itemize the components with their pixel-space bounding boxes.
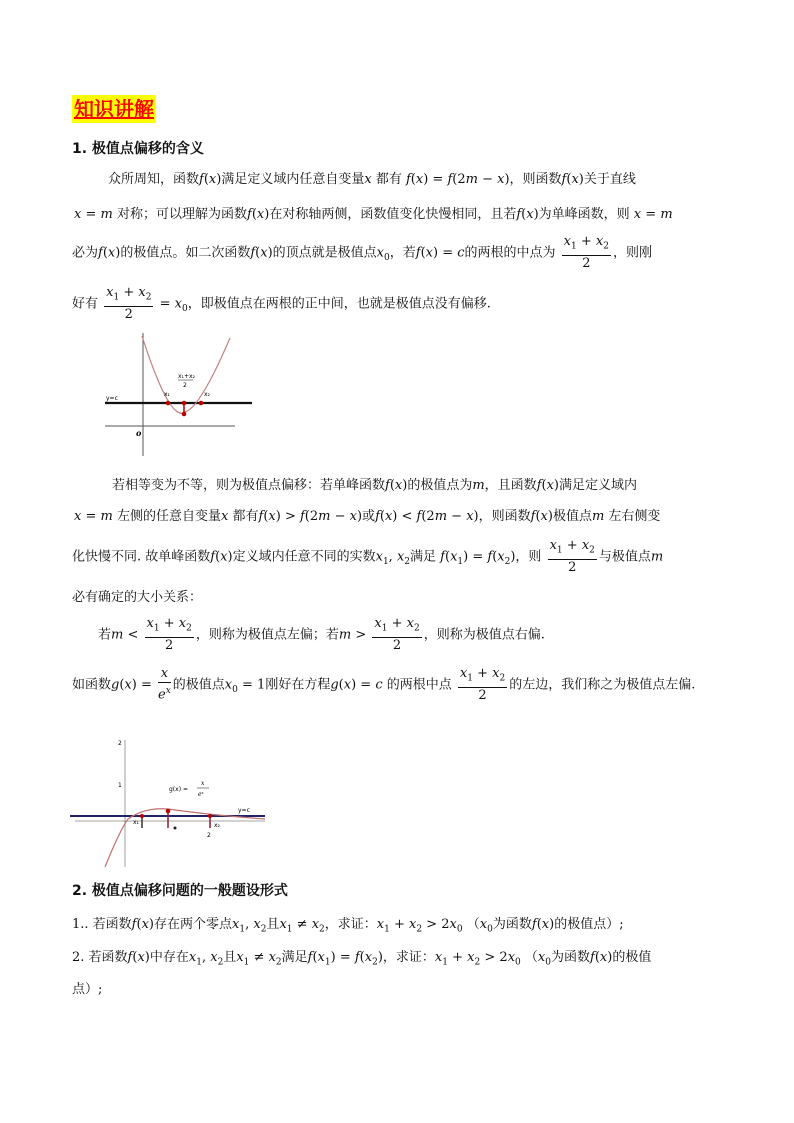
math: x bbox=[343, 677, 352, 693]
text: 中存在 bbox=[149, 950, 189, 965]
fraction-mid: $\frac{x_1 + x_2}{2}$ bbox=[459, 666, 506, 703]
math: x bbox=[449, 917, 457, 932]
math: x bbox=[268, 509, 276, 524]
text: 刚好在方程 bbox=[265, 677, 331, 693]
label-mid-num: x₁+x₂ bbox=[178, 373, 195, 380]
math: m bbox=[472, 478, 485, 493]
math: x bbox=[375, 549, 383, 565]
math: m bbox=[660, 207, 673, 222]
text: 且 bbox=[266, 917, 280, 932]
tick-1: 1 bbox=[118, 782, 122, 789]
tick-2: 2 bbox=[118, 740, 122, 747]
tick-x-2: 2 bbox=[207, 832, 211, 839]
text: 为单峰函数，则 bbox=[538, 207, 630, 222]
label-x1: x₁ bbox=[133, 819, 139, 826]
math: m bbox=[591, 509, 605, 524]
math: f bbox=[250, 245, 256, 261]
math: m bbox=[465, 172, 478, 187]
para2-line5: 若m < $\frac{x_1 + x_2}{2}$ ，则称为极值点左偏；若m > $\frac{x_1 + x_2}{2}$ ，则称为极值点右偏. bbox=[98, 616, 545, 653]
math: f bbox=[536, 478, 542, 493]
text: 必为 bbox=[72, 245, 99, 261]
para2-line1: 若相等变为不等，则为极值点偏移：若单峰函数f(x)的极值点为m，且函数f(x)满足定义域内 bbox=[112, 478, 638, 493]
math: x bbox=[141, 917, 149, 932]
text: 都有 bbox=[232, 509, 259, 524]
math: f bbox=[561, 172, 567, 187]
math: x bbox=[633, 207, 642, 222]
fraction-mid: $\frac{x_1 + x_2}{2}$ bbox=[374, 616, 420, 653]
text: ，求证： bbox=[382, 950, 435, 965]
text: 关于直线 bbox=[583, 172, 636, 187]
math: x bbox=[256, 207, 265, 222]
heading-1: 1. 极值点偏移的含义 bbox=[72, 141, 204, 157]
text: 的两根的中点为 bbox=[464, 245, 556, 261]
label-x2: x₂ bbox=[214, 822, 220, 829]
text: 若 bbox=[98, 627, 112, 643]
text: 众所周知，函数 bbox=[108, 172, 200, 187]
math: f bbox=[385, 478, 390, 493]
gx-curve bbox=[105, 809, 265, 867]
math: x bbox=[137, 950, 145, 965]
text: ，则 bbox=[515, 549, 542, 565]
math: x bbox=[394, 478, 403, 493]
text: 化快慢不同. 故单峰函数 bbox=[72, 549, 211, 565]
text: （ bbox=[466, 917, 480, 932]
text: ，若 bbox=[389, 245, 416, 261]
math: x bbox=[384, 509, 393, 524]
math: x bbox=[434, 950, 443, 965]
label-g-den: eˣ bbox=[198, 791, 204, 798]
label-yc: y=c bbox=[238, 807, 250, 814]
math: x bbox=[124, 677, 132, 693]
math: x bbox=[479, 917, 488, 932]
text: 的极值点 bbox=[172, 677, 225, 693]
math: f bbox=[131, 917, 137, 932]
item-1: 1.. 若函数f(x)存在两个零点$x_1$, $x_2$且$x_1 \ne x_2$，求证：$x_1 + x_2 > 2x_0$ （$x_0$为函数f(x)的极值点）; bbox=[72, 917, 624, 935]
point-mid bbox=[182, 401, 187, 406]
text: 的左边，我们称之为极值点左偏. bbox=[509, 677, 696, 693]
text: 定义域内任意不同的实数 bbox=[232, 549, 376, 565]
math: x bbox=[376, 917, 385, 932]
math: f bbox=[258, 509, 264, 524]
para2-line4: 必有确定的大小关系： bbox=[72, 590, 203, 605]
math: f bbox=[375, 509, 380, 524]
math: x bbox=[425, 245, 433, 261]
math: x bbox=[224, 677, 233, 693]
math: x bbox=[526, 207, 534, 222]
math: c bbox=[375, 677, 383, 693]
math: x bbox=[466, 509, 474, 524]
text: 满足 bbox=[410, 549, 437, 565]
para1-line4: 好有 $\frac{x_1 + x_2}{2}$ = $x_0$，即极值点在两根的正中间，也就是极值点没有偏移. bbox=[72, 285, 491, 322]
point-mid bbox=[174, 827, 177, 830]
text: ，则刚 bbox=[613, 245, 653, 261]
math: x bbox=[174, 296, 182, 312]
label-yc: y=c bbox=[106, 395, 118, 402]
text: 存在两个零点 bbox=[153, 917, 232, 932]
text: 与极值点 bbox=[598, 549, 651, 565]
text: ，求证： bbox=[324, 917, 377, 932]
math: x bbox=[317, 950, 325, 965]
text: ，且函数 bbox=[484, 478, 537, 493]
para1-line2: x = m 对称；可以理解为函数f(x)在对称轴两侧，函数值变化快慢相同，且若f(x)为单峰函数，则 x = m bbox=[74, 207, 673, 222]
fraction-mid: $\frac{x_1 + x_2}{2}$ bbox=[146, 616, 192, 653]
text: 在对称轴两侧，函数值变化快慢相同，且若 bbox=[269, 207, 517, 222]
math: x bbox=[497, 549, 505, 565]
para2-line6: 如函数g(x) = $\frac{x}{e^x}$ 的极值点$x_0 = 1$刚好在方程g(x) = c 的两根中点 $\frac{x_1 + x_2}{2}$ 的左边，我们称之为极值点左偏. bbox=[72, 666, 696, 703]
math: f bbox=[447, 172, 453, 187]
text: 的极值点。如二次函数 bbox=[120, 245, 251, 261]
math: f bbox=[210, 549, 216, 565]
math: f bbox=[530, 509, 536, 524]
text: ，则函数 bbox=[509, 172, 562, 187]
text: ，即极值点在两根的正中间，也就是极值点没有偏移. bbox=[187, 296, 491, 312]
text: 为函数 bbox=[551, 950, 591, 965]
math: x bbox=[74, 207, 82, 222]
text: 极值点 bbox=[552, 509, 592, 524]
math: m bbox=[111, 627, 124, 643]
text: 都有 bbox=[375, 172, 402, 187]
text: 且 bbox=[223, 950, 237, 965]
math: f bbox=[487, 549, 493, 565]
math: m bbox=[100, 207, 113, 222]
label-x2: x₂ bbox=[204, 391, 210, 398]
point-x2 bbox=[208, 814, 212, 818]
math: x bbox=[599, 950, 608, 965]
math: x bbox=[260, 245, 268, 261]
math: x bbox=[467, 950, 475, 965]
figure-parabola bbox=[100, 328, 260, 458]
text: （ bbox=[524, 950, 538, 965]
math: x bbox=[364, 172, 372, 187]
math: f bbox=[354, 950, 360, 965]
math: f bbox=[247, 207, 252, 222]
math: x bbox=[279, 917, 287, 932]
text: 左侧的任意自变量 bbox=[116, 509, 221, 524]
para1-line1: 众所周知，函数f(x)满足定义域内任意自变量x 都有 f(x) = f(2m − x)，则函数f(x)关于直线 bbox=[108, 172, 636, 187]
para2-line2: x = m 左侧的任意自变量x 都有f(x) > f(2m − x)或f(x) < f(2m − x)，则函数f(x)极值点m 左右侧变 bbox=[74, 509, 661, 524]
math: m bbox=[434, 509, 448, 524]
point-x1 bbox=[166, 401, 171, 406]
math: x bbox=[188, 950, 197, 965]
math: x bbox=[208, 172, 217, 187]
math: x bbox=[409, 917, 417, 932]
math: x bbox=[546, 478, 554, 493]
item-2: 2. 若函数f(x)中存在$x_1$, $x_2$且$x_1 \ne x_2$满足$f(x_1) = f(x_2)$，求证：$x_1 + x_2 > 2x_0$ （$x_0$为函数f(x)的极值 bbox=[72, 950, 652, 968]
math: x bbox=[415, 172, 424, 187]
text: 若相等变为不等，则为极值点偏移：若单峰函数 bbox=[112, 478, 386, 493]
text: ，则函数 bbox=[478, 509, 531, 524]
math: f bbox=[531, 917, 537, 932]
text: 满足 bbox=[281, 950, 308, 965]
math: x bbox=[450, 549, 458, 565]
text: 满足定义域内任意自变量 bbox=[221, 172, 365, 187]
math: x bbox=[107, 245, 116, 261]
math: x bbox=[541, 917, 550, 932]
fraction-mid: $\frac{x_1 + x_2}{2}$ bbox=[563, 234, 609, 271]
heading-2: 2. 极值点偏移问题的一般题设形式 bbox=[72, 883, 288, 899]
math: x bbox=[364, 950, 373, 965]
label-origin: o bbox=[136, 428, 142, 438]
section-title: 知识讲解 bbox=[74, 97, 154, 121]
math: f bbox=[307, 950, 313, 965]
text: 的极值 bbox=[612, 950, 652, 965]
math: f bbox=[299, 509, 305, 524]
math: x bbox=[497, 172, 505, 187]
text: ，则称为极值点左偏；若 bbox=[195, 627, 339, 643]
text: 好有 bbox=[72, 296, 99, 312]
text: ，则称为极值点右偏. bbox=[423, 627, 545, 643]
para1-line3: 必为f(x)的极值点。如二次函数f(x)的顶点就是极值点$x_0$，若f(x) = c的两根的中点为 $\frac{x_1 + x_2}{2}$ ，则刚 bbox=[72, 234, 653, 271]
math: f bbox=[127, 950, 133, 965]
math: x bbox=[311, 917, 320, 932]
math: x bbox=[236, 950, 244, 965]
point-x1 bbox=[140, 814, 144, 818]
label-g-num: x bbox=[201, 780, 205, 787]
math: f bbox=[590, 950, 595, 965]
text: 的顶点就是极值点 bbox=[272, 245, 377, 261]
text: 的两根中点 bbox=[386, 677, 452, 693]
figure-gx bbox=[70, 735, 270, 870]
text: 2. 若函数 bbox=[72, 950, 128, 965]
math: m bbox=[650, 549, 664, 565]
text: 的极值点为 bbox=[407, 478, 473, 493]
math: x bbox=[540, 509, 548, 524]
text: 1.. 若函数 bbox=[72, 917, 132, 932]
text: 为函数 bbox=[492, 917, 532, 932]
point-vertex bbox=[166, 809, 171, 814]
math: x bbox=[396, 549, 405, 565]
math: x bbox=[210, 950, 218, 965]
math: x bbox=[376, 245, 385, 261]
para2-line3: 化快慢不同. 故单峰函数f(x)定义域内任意不同的实数$x_1$, $x_2$满足 $f(x_1) = f(x_2)$，则 $\frac{x_1 + x_2}{2}$ 与极值点m bbox=[72, 538, 664, 575]
math: x bbox=[349, 509, 357, 524]
math: f bbox=[98, 245, 103, 261]
point-x2 bbox=[199, 401, 204, 406]
item-2-cont: 点）; bbox=[72, 982, 103, 997]
math: f bbox=[440, 549, 445, 565]
math: x bbox=[571, 172, 579, 187]
label-mid-den: 2 bbox=[183, 382, 187, 389]
fraction-g: $\frac{x}{e^x}$ bbox=[158, 666, 171, 703]
math: x bbox=[507, 950, 516, 965]
text: 对称；可以理解为函数 bbox=[116, 207, 247, 222]
math: x bbox=[220, 549, 228, 565]
math: f bbox=[416, 509, 422, 524]
label-x1: x₁ bbox=[164, 391, 170, 398]
math: f bbox=[415, 245, 421, 261]
fraction-mid: $\frac{x_1 + x_2}{2}$ bbox=[106, 285, 152, 322]
math: f bbox=[405, 172, 411, 187]
text: 满足定义域内 bbox=[559, 478, 638, 493]
text: 如函数 bbox=[72, 677, 112, 693]
math: x bbox=[232, 917, 240, 932]
math: x bbox=[221, 509, 229, 524]
math: x bbox=[268, 950, 276, 965]
fraction-mid: $\frac{x_1 + x_2}{2}$ bbox=[549, 538, 595, 575]
math: m bbox=[100, 509, 113, 524]
math: x bbox=[253, 917, 261, 932]
math: g bbox=[330, 677, 339, 693]
math: x bbox=[537, 950, 546, 965]
text: 的极值点）; bbox=[554, 917, 624, 932]
math: x bbox=[74, 509, 82, 524]
math: m bbox=[318, 509, 331, 524]
math: c bbox=[457, 245, 465, 261]
text: 或 bbox=[362, 509, 376, 524]
math: m bbox=[338, 627, 352, 643]
math: g bbox=[111, 677, 120, 693]
math: f bbox=[516, 207, 522, 222]
label-g: g(x) = bbox=[169, 786, 188, 793]
text: 左右侧变 bbox=[608, 509, 661, 524]
point-vertex bbox=[182, 412, 187, 417]
math: f bbox=[199, 172, 204, 187]
